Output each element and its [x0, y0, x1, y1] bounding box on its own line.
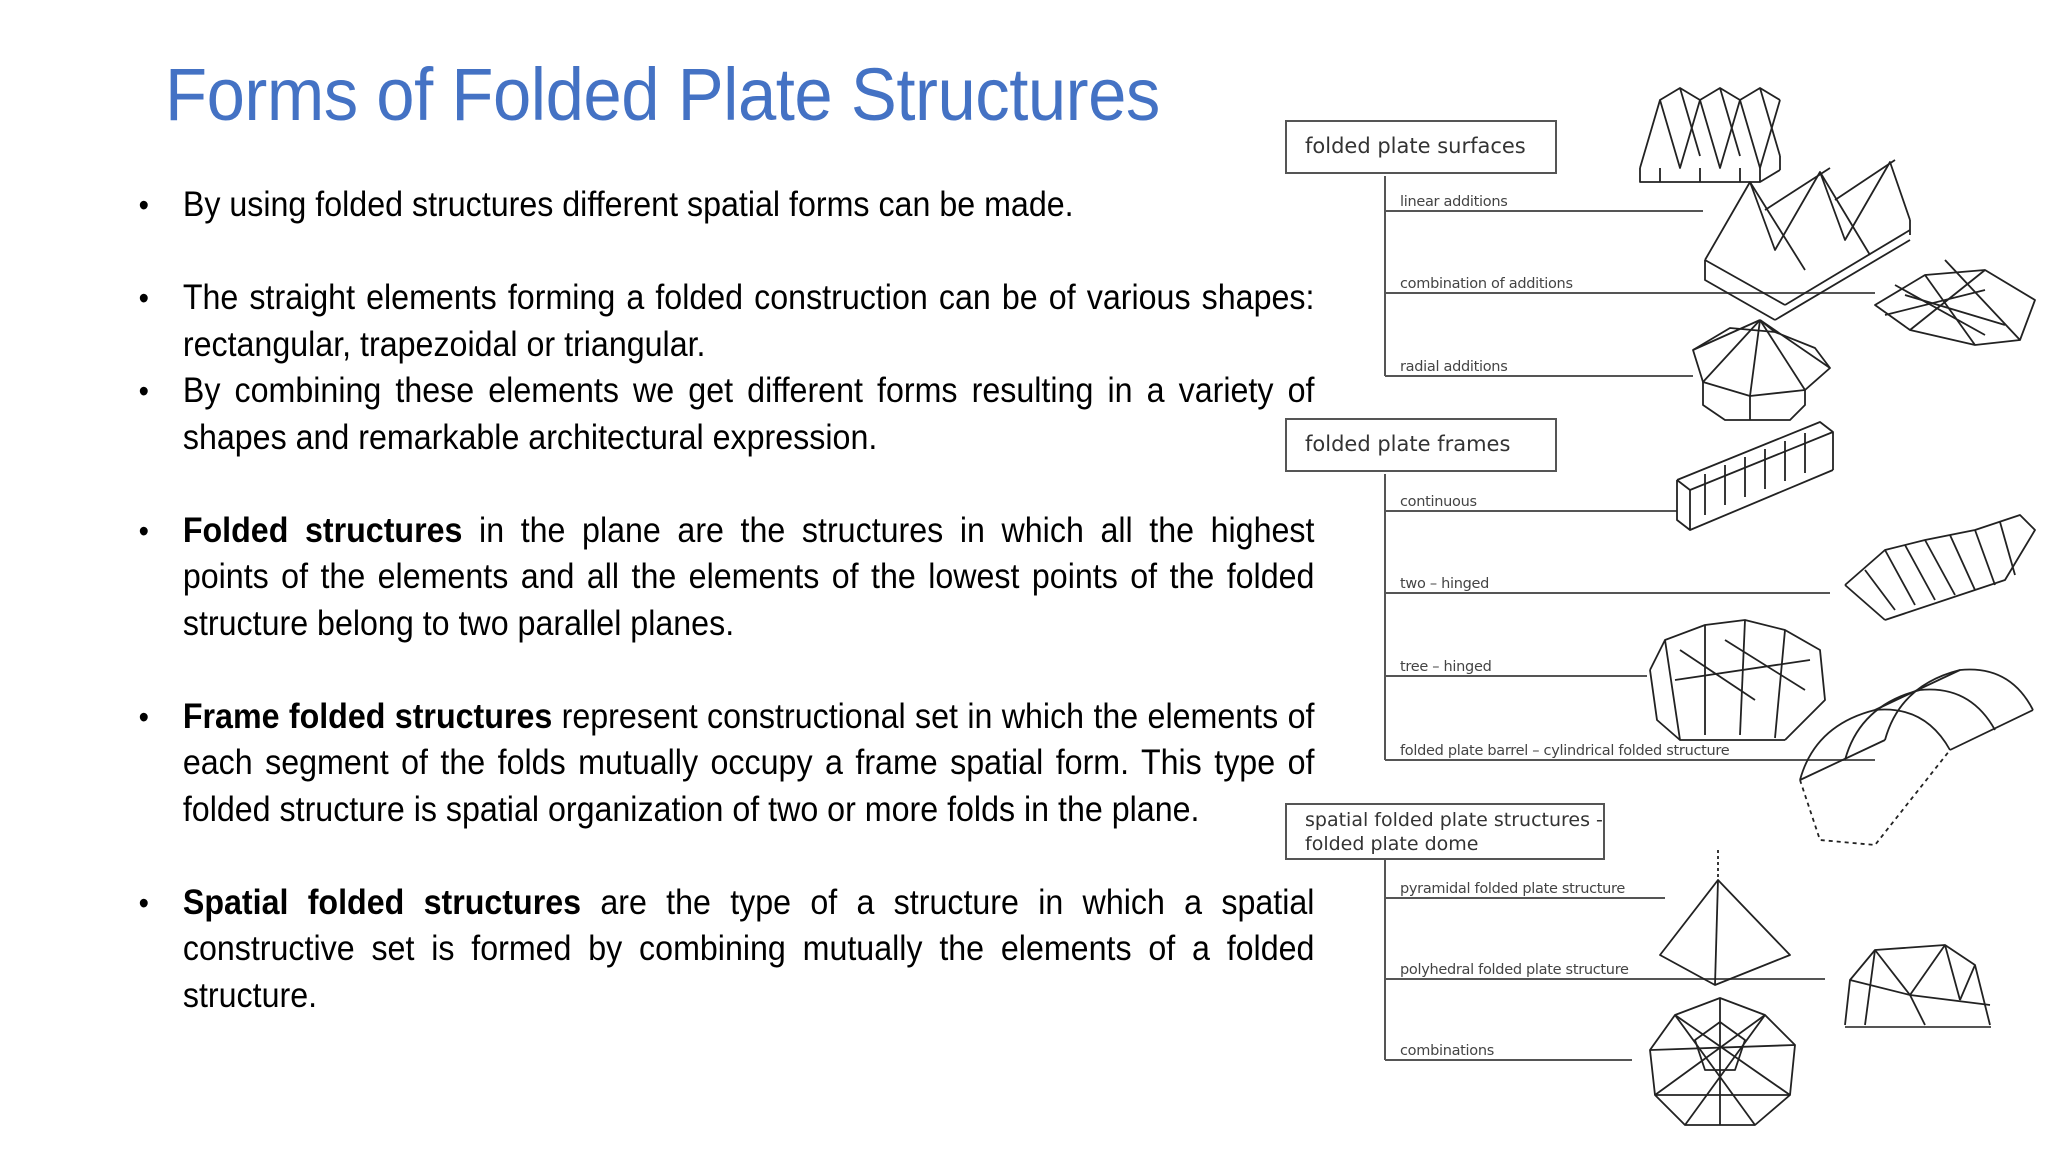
diagram-drawing	[1285, 60, 2045, 1140]
bullet-item: • The straight elements forming a folded construction can be of various shapes: rectangular, trapezoidal or triangular.	[135, 275, 1314, 368]
item-tree-hinged: tree – hinged	[1400, 659, 1492, 675]
item-combination-additions: combination of additions	[1400, 276, 1573, 292]
linear-additions-sketch	[1640, 88, 1780, 182]
item-linear-additions: linear additions	[1400, 194, 1508, 210]
heading-spatial-line1: spatial folded plate structures -	[1305, 809, 1603, 831]
folded-plate-classification-diagram	[1285, 60, 2045, 1140]
two-hinged-sketch	[1845, 515, 2035, 620]
slide-title: Forms of Folded Plate Structures	[165, 53, 1160, 136]
heading-spatial-line2: folded plate dome	[1305, 833, 1479, 855]
bullet-list	[135, 182, 1315, 1019]
heading-surfaces: folded plate surfaces	[1305, 134, 1526, 158]
bullet-item: • Spatial folded structures are the type of a structure in which a spatial constructive set is formed by combining mutually the elements of a folded structure.	[135, 880, 1314, 1020]
tree-hinged-sketch	[1650, 620, 1825, 740]
item-combinations: combinations	[1400, 1043, 1495, 1059]
bullet-item: • Frame folded structures represent constructional set in which the elements of each segment of the folds mutually occupy a frame spatial form. This type of folded structure is spatial organization of two or more folds in the plane.	[135, 694, 1314, 834]
barrel-sketch	[1800, 670, 2033, 846]
item-polyhedral: polyhedral folded plate structure	[1400, 962, 1629, 978]
bullet-item: • By combining these elements we get different forms resulting in a variety of shapes and remarkable architectural expression.	[135, 368, 1314, 461]
continuous-frame-sketch	[1677, 422, 1833, 530]
heading-frames: folded plate frames	[1305, 432, 1511, 456]
item-barrel: folded plate barrel – cylindrical folded structure	[1400, 743, 1730, 759]
item-two-hinged: two – hinged	[1400, 576, 1490, 592]
item-continuous: continuous	[1400, 494, 1477, 510]
bullet-item: • By using folded structures different spatial forms can be made.	[135, 182, 1314, 229]
geodesic-dome-sketch	[1650, 998, 1795, 1125]
bullet-item: • Folded structures in the plane are the structures in which all the highest points of the elements and all the elements of the lowest points of the folded structure belong to two parallel planes.	[135, 508, 1314, 648]
star-additions-sketch	[1875, 260, 2035, 345]
polyhedral-sketch	[1845, 945, 1990, 1025]
pyramid-sketch	[1660, 850, 1790, 985]
item-pyramidal: pyramidal folded plate structure	[1400, 881, 1625, 897]
radial-additions-sketch	[1693, 320, 1830, 420]
combination-additions-sketch	[1705, 160, 1910, 320]
item-radial-additions: radial additions	[1400, 359, 1508, 375]
